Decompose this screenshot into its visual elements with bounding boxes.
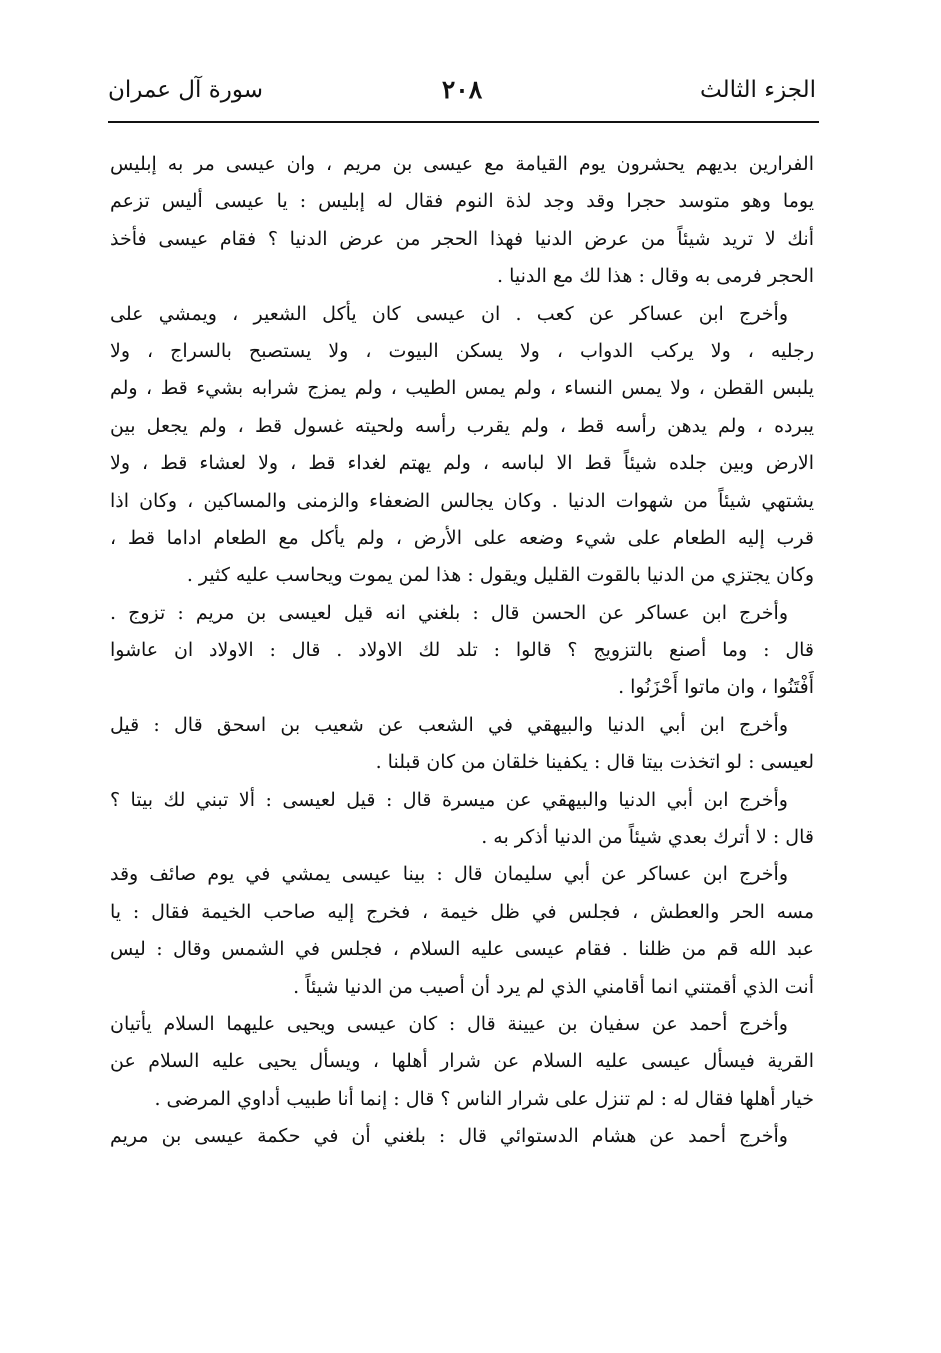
text-line: وكان يجتزي من الدنيا بالقوت القليل ويقول : هذا لمن يموت ويحاسب عليه كثير . xyxy=(186,564,814,587)
text-line: وأخرج ابن أبي الدنيا والبيهقي عن ميسرة قال : قيل لعيسى : ألا تبني لك بيتا ؟ xyxy=(110,788,788,811)
text-line: يشتهي شيئاً من شهوات الدنيا . وكان يجالس الضعفاء والزمنى والمساكين ، وكان اذا xyxy=(110,489,814,512)
text-line: وأخرج ابن عساكر عن الحسن قال : بلغني انه قيل لعيسى بن مريم : تزوج . xyxy=(110,601,788,624)
surah-title: سورة آل عمران xyxy=(108,77,264,103)
text-line: قال : وما أصنع بالتزويج ؟ قالوا : تلد لك الاولاد . قال : الاولاد ان عاشوا xyxy=(110,639,814,662)
page-body xyxy=(110,146,814,1156)
text-line: وأخرج ابن أبي الدنيا والبيهقي في الشعب عن شعيب بن اسحق قال : قيل xyxy=(110,713,788,736)
text-line: يبرده ، ولم يدهن رأسه قط ، ولم يقرب رأسه ولحيته غسول قط ، ولم يجعل بين xyxy=(110,414,814,437)
page-number: ٢٠٨ xyxy=(441,75,483,104)
page-header xyxy=(108,70,816,114)
text-line: قرب إليه الطعام على شيء وضعه على الأرض ، ولم يأكل مع الطعام اداما قط ، xyxy=(110,526,814,549)
text-line: أَفْتَنُوا ، وان ماتوا أَحْزَنُوا . xyxy=(618,676,814,699)
text-line: وأخرج أحمد عن هشام الدستوائي قال : بلغني أن في حكمة عيسى بن مريم xyxy=(110,1125,788,1148)
part-title: الجزء الثالث xyxy=(700,77,816,103)
text-line: الارض وبين جلده شيئاً قط الا لباسه ، ولم يهتم لغداء قط ، ولا لعشاء قط ، ولا xyxy=(110,452,814,475)
text-line: لعيسى : لو اتخذت بيتا قال : يكفينا خلقان من كان قبلنا . xyxy=(375,751,814,774)
text-line: يلبس القطن ، ولا يمس النساء ، ولم يمس الطيب ، ولم يمزج شرابه بشيء قط ، ولم xyxy=(110,377,814,400)
text-line: القرية فيسأل عيسى عليه السلام عن شرار أهلها ، ويسأل يحيى عليه السلام عن xyxy=(110,1050,814,1073)
text-line: خيار أهلها فقال له : لم تنزل على شرار الناس ؟ قال : إنما أنا طبيب أداوي المرضى . xyxy=(154,1087,814,1110)
text-line: وأخرج أحمد عن سفيان بن عيينة قال : كان عيسى ويحيى عليهما السلام يأتيان xyxy=(110,1012,788,1035)
text-line: قال : لا أترك بعدي شيئاً من الدنيا أذكر به . xyxy=(481,826,814,849)
header-divider xyxy=(108,121,819,123)
text-line: وأخرج ابن عساكر عن كعب . ان عيسى كان يأكل الشعير ، ويمشي على xyxy=(110,302,788,325)
text-line: الفرارين بديهم يحشرون يوم القيامة مع عيسى بن مريم ، وان عيسى مر به إبليس xyxy=(110,153,814,175)
text-line: الحجر فرمى به وقال : هذا لك مع الدنيا . xyxy=(497,265,814,288)
text-line: أنت الذي أقمتني انما أقامني الذي لم يرد أن أصيب من الدنيا شيئاً . xyxy=(293,975,814,998)
text-line: مسه الحر والعطش ، فجلس في ظل خيمة ، فخرج إليه صاحب الخيمة فقال : يا xyxy=(110,900,814,923)
text-line: وأخرج ابن عساكر عن أبي سليمان قال : بينا عيسى يمشي في يوم صائف وقد xyxy=(110,863,788,886)
text-line: عبد الله قم من ظلنا . فقام عيسى عليه السلام ، فجلس في الشمس وقال : ليس xyxy=(110,938,814,961)
text-line: رجليه ، ولا يركب الدواب ، ولا يسكن البيوت ، ولا يستصبح بالسراج ، ولا xyxy=(110,339,814,362)
text-line: أنك لا تريد شيئاً من عرض الدنيا فهذا الحجر من عرض الدنيا ؟ فقام عيسى فأخذ xyxy=(110,227,814,250)
text-line: يوما وهو متوسد حجرا وقد وجد لذة النوم فقال له إبليس : يا عيسى أليس تزعم xyxy=(110,190,814,213)
